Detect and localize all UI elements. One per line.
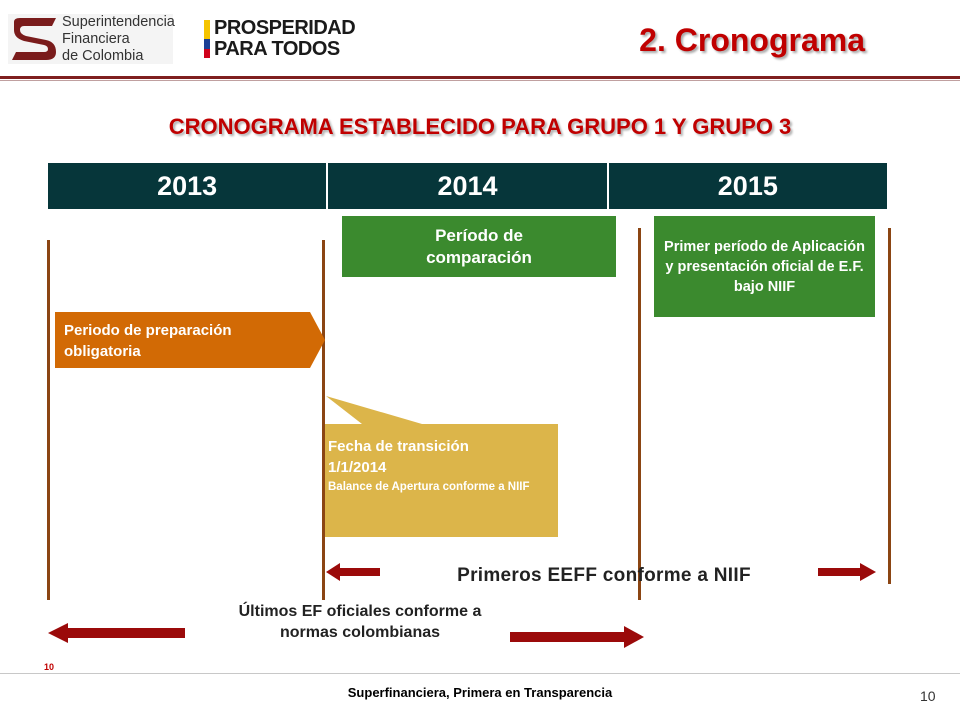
prosperidad-logo-text: PROSPERIDAD PARA TODOS xyxy=(214,17,356,60)
superintendencia-logo-text: Superintendencia Financiera de Colombia xyxy=(62,14,175,64)
transition-title: Fecha de transición xyxy=(328,438,469,455)
timeline-line-2015 xyxy=(638,228,641,600)
small-page-number: 10 xyxy=(44,662,55,672)
first-niif-statements-label: Primeros EEFF conforme a NIIF xyxy=(457,565,751,586)
colombia-flag-icon xyxy=(204,20,210,58)
transition-callout-text xyxy=(328,436,556,497)
year-2014: 2014 xyxy=(328,163,608,209)
year-header-bar xyxy=(48,163,887,209)
timeline-line-2016 xyxy=(888,228,891,584)
header-divider-thin xyxy=(0,80,960,81)
right-arrow-long-icon xyxy=(510,625,644,649)
page-number: 10 xyxy=(920,688,936,704)
transition-detail: Balance de Apertura conforme a NIIF xyxy=(328,481,530,493)
year-2015: 2015 xyxy=(717,170,778,201)
transition-date: 1/1/2014 xyxy=(328,459,387,476)
footer-divider xyxy=(0,673,960,674)
year-2013: 2013 xyxy=(48,163,328,209)
timeline-line-2013 xyxy=(47,240,50,600)
preparation-period-label: Periodo de preparación obligatoria xyxy=(64,322,232,360)
schedule-subtitle: CRONOGRAMA ESTABLECIDO PARA GRUPO 1 Y GRUPO 3 xyxy=(168,114,792,139)
page-title: 2. Cronograma xyxy=(639,22,865,58)
last-colombian-statements-label: Últimos EF oficiales conforme a normas colombianas xyxy=(238,603,482,641)
right-arrow-icon xyxy=(818,563,876,581)
application-period-box: Primer período de Aplicación y presentación oficial de E.F. bajo NIIF xyxy=(654,216,875,317)
comparison-period-box: Período de comparación xyxy=(342,216,616,277)
left-arrow-icon xyxy=(326,563,382,581)
footer-tagline: Superfinanciera, Primera en Transparencia xyxy=(347,685,613,700)
left-arrow-long-icon xyxy=(48,621,186,645)
header-divider xyxy=(0,76,960,79)
